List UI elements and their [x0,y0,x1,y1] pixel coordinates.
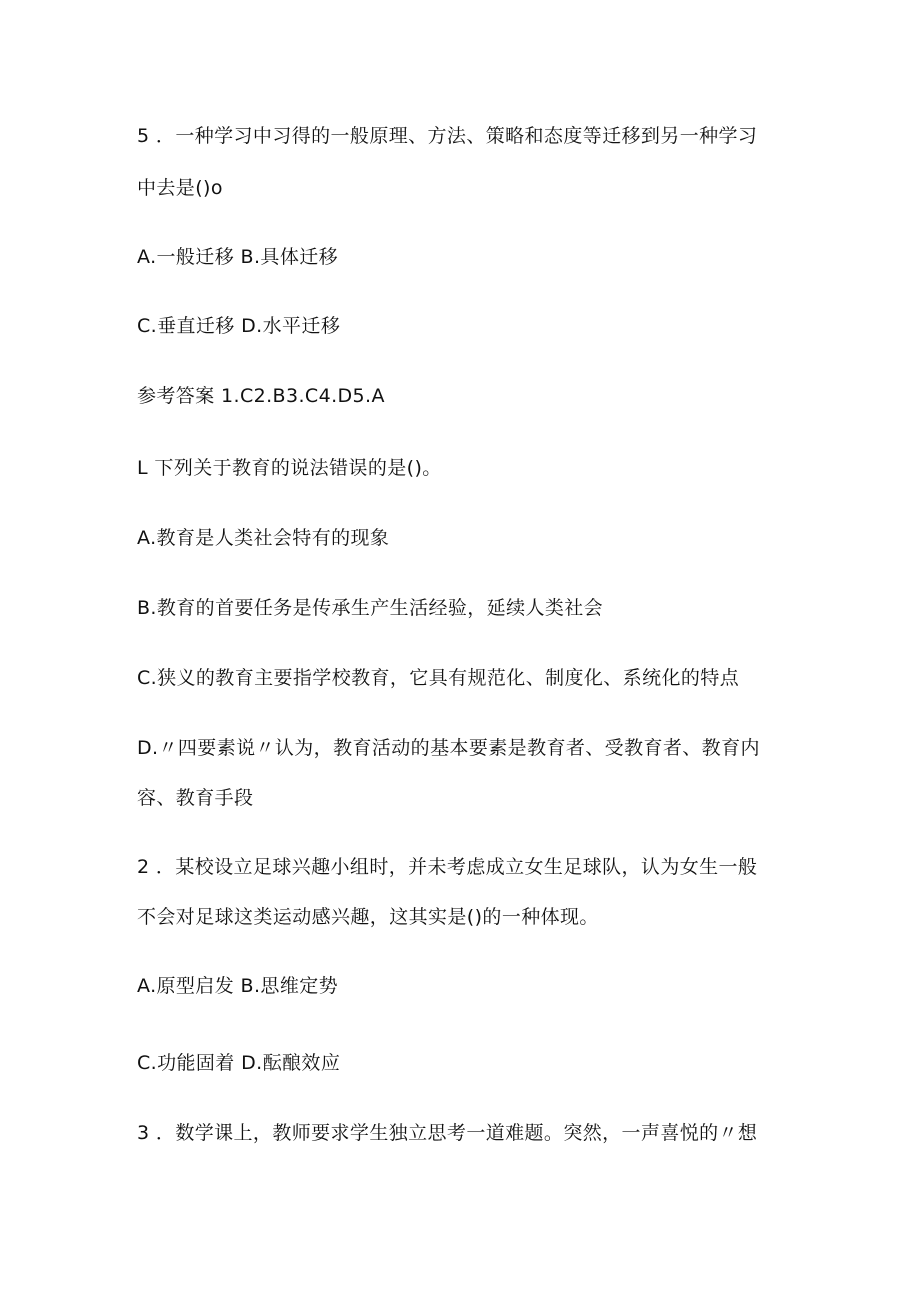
question-1-option-d-line-2: 容、教育手段 [137,787,254,809]
question-5-stem-line-1: 5 ．一种学习中习得的一般原理、方法、策略和态度等迁移到另一种学习 [137,125,758,147]
question-5-stem-line-2: 中去是()o [137,177,223,199]
question-1-stem: L 下列关于教育的说法错误的是()。 [137,457,442,479]
question-2-stem-line-2: 不会对足球这类运动感兴趣，这其实是()的一种体现。 [137,906,599,928]
question-1-option-b: B.教育的首要任务是传承生产生活经验，延续人类社会 [137,597,604,619]
question-2-stem-line-1: 2 ．某校设立足球兴趣小组时，并未考虑成立女生足球队，认为女生一般 [137,856,758,878]
question-5-options-ab: A.一般迁移 B.具体迁移 [137,246,339,268]
question-1-option-c: C.狭义的教育主要指学校教育，它具有规范化、制度化、系统化的特点 [137,667,740,689]
question-1-option-a: A.教育是人类社会特有的现象 [137,527,390,549]
question-3-stem-line-1: 3 ．数学课上，教师要求学生独立思考一道难题。突然，一声喜悦的〃想 [137,1122,758,1144]
question-5-options-cd: C.垂直迁移 D.水平迁移 [137,315,341,337]
question-2-options-cd: C.功能固着 D.酝酿效应 [137,1052,341,1074]
answer-key: 参考答案 1.C2.B3.C4.D5.A [137,385,385,407]
question-1-option-d-line-1: D.〃四要素说〃认为，教育活动的基本要素是教育者、受教育者、教育内 [137,737,760,759]
question-2-options-ab: A.原型启发 B.思维定势 [137,975,339,997]
